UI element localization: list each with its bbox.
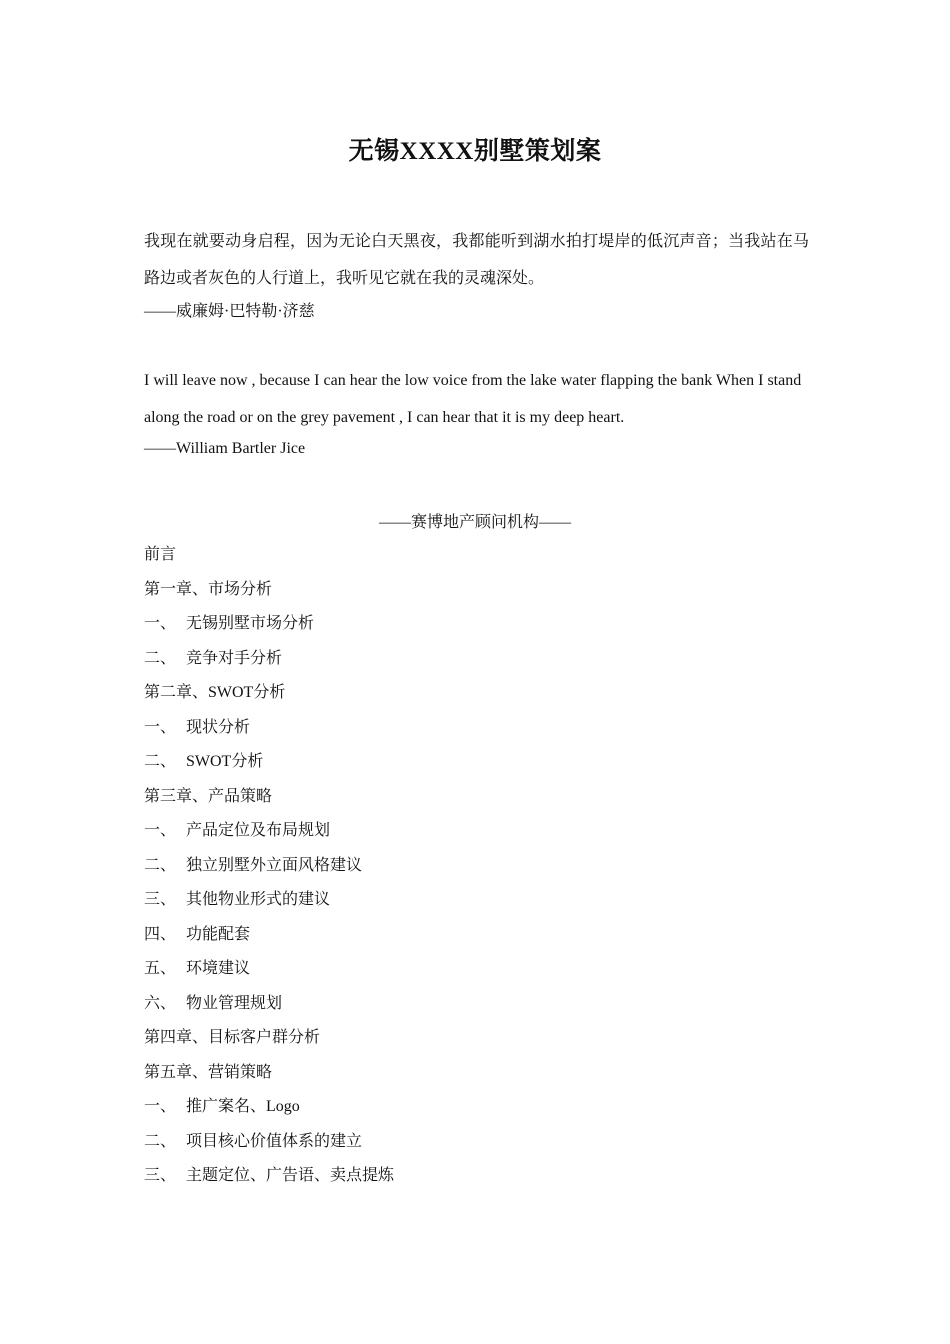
- toc-entry-text: 无锡别墅市场分析: [186, 615, 315, 632]
- toc-entry: [144, 1166, 804, 1201]
- toc-entry-number: 四、: [144, 925, 177, 943]
- toc-entry: [144, 545, 804, 580]
- toc-entry: [144, 718, 804, 753]
- toc-entry-number: 三、: [144, 891, 177, 908]
- toc-entry: [144, 752, 804, 787]
- toc-entry-text: 功能配套: [186, 925, 251, 943]
- toc-entry: [144, 1028, 804, 1063]
- toc-entry-text: 推广案名、Logo: [186, 1098, 300, 1115]
- english-epigraph-attribution: ——William Bartler Jice: [144, 440, 306, 457]
- chinese-epigraph-attribution: ——威廉姆·巴特勒·济慈: [144, 303, 315, 320]
- toc-entry-number: 一、: [144, 718, 177, 736]
- toc-entry-number: 二、: [144, 753, 177, 770]
- document-title: 无锡XXXX别墅策划案: [348, 138, 602, 165]
- toc-entry-text: 物业管理规划: [186, 994, 283, 1012]
- toc-entry-number: 一、: [144, 822, 177, 839]
- toc-entry-text: 其他物业形式的建议: [186, 891, 331, 908]
- toc-entry: [144, 787, 804, 822]
- toc-entry-number: 一、: [144, 1098, 177, 1115]
- toc-entry-number: 五、: [144, 960, 177, 977]
- table-of-contents: [144, 545, 804, 1201]
- chinese-epigraph: 我现在就要动身启程，因为无论白天黑夜，我都能听到湖水拍打堤岸的低沉声音；当我站在马路边或者灰色的人行道上，我听见它就在我的灵魂深处。: [144, 231, 809, 287]
- toc-entry: [144, 1097, 804, 1132]
- toc-entry-text: 环境建议: [186, 960, 251, 977]
- toc-entry: [144, 959, 804, 994]
- toc-entry-number: 一、: [144, 615, 177, 632]
- toc-entry-text: 第三章、产品策略: [144, 787, 273, 805]
- toc-entry-number: 二、: [144, 649, 177, 667]
- toc-entry-text: 主题定位、广告语、卖点提炼: [186, 1167, 395, 1184]
- toc-entry-text: 竞争对手分析: [186, 649, 283, 667]
- toc-entry-text: 第四章、目标客户群分析: [144, 1029, 321, 1046]
- toc-entry-text: 前言: [144, 546, 177, 563]
- toc-entry: [144, 1132, 804, 1167]
- toc-entry-text: 项目核心价值体系的建立: [186, 1132, 363, 1150]
- toc-entry: [144, 649, 804, 684]
- toc-entry-number: 二、: [144, 1132, 177, 1150]
- toc-entry: [144, 821, 804, 856]
- toc-entry-text: SWOT分析: [186, 753, 264, 770]
- toc-entry: [144, 890, 804, 925]
- toc-entry: [144, 856, 804, 891]
- toc-entry-text: 第五章、营销策略: [144, 1063, 273, 1081]
- toc-entry-text: 产品定位及布局规划: [186, 822, 331, 839]
- toc-entry-text: 第一章、市场分析: [144, 580, 273, 598]
- english-epigraph: I will leave now , because I can hear the low voice from the lake water flapping the bank When I stand along the road or on the grey pavement , I can hear that it is my deep heart.: [144, 372, 802, 426]
- toc-entry-text: 第二章、SWOT分析: [144, 684, 286, 701]
- toc-entry-number: 三、: [144, 1167, 177, 1184]
- toc-entry: [144, 580, 804, 615]
- toc-entry-number: 六、: [144, 994, 177, 1012]
- toc-entry-text: 独立别墅外立面风格建议: [186, 856, 363, 874]
- toc-entry: [144, 1063, 804, 1098]
- toc-entry: [144, 994, 804, 1029]
- toc-entry-number: 二、: [144, 856, 177, 874]
- toc-entry: [144, 925, 804, 960]
- toc-entry: [144, 614, 804, 649]
- toc-entry-text: 现状分析: [186, 718, 251, 736]
- organization-name: ——赛博地产顾问机构——: [378, 514, 571, 531]
- toc-entry: [144, 683, 804, 718]
